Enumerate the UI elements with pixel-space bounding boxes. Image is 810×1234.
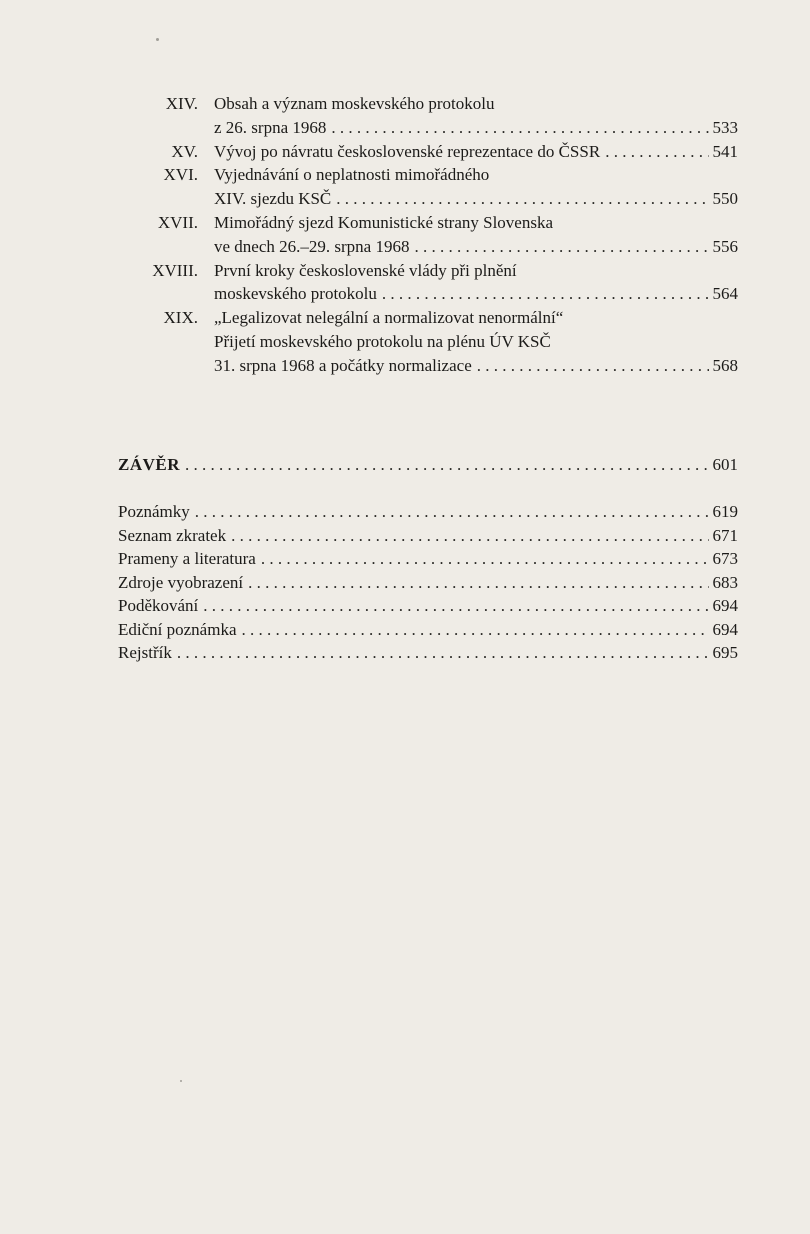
chapter-numeral: XVI. [163,165,198,185]
chapter-title: ve dnech 26.–29. srpna 1968 [214,236,410,256]
appendix-entry-title: Zdroje vyobrazení [118,572,244,592]
dot-leader [185,453,708,477]
dot-leader [382,282,709,306]
conclusion-title: ZÁVĚR [118,455,181,474]
chapter-line [214,235,738,259]
dot-leader [336,187,708,211]
dot-leader [231,524,708,548]
dot-leader [203,594,708,618]
appendix-entry-line [118,571,738,595]
chapter-title: „Legalizovat nelegální a normalizovat nenormální“ [214,308,564,328]
appendix-entry-page-number: 694 [712,619,738,639]
appendix-entry-line [118,524,738,548]
chapter-line [214,211,553,235]
chapter-title: moskevského protokolu [214,284,377,304]
appendix-entry-page-number: 619 [712,502,738,521]
chapter-title: První kroky československé vlády při plnění [214,260,517,280]
dot-leader [242,618,709,642]
chapter-page-number: 568 [712,355,738,375]
appendix-entry-title: Poděkování [118,596,199,615]
chapter-title: Mimořádný sjezd Komunistické strany Slovenska [214,213,554,232]
chapter-line [214,306,563,330]
chapter-line [214,140,738,164]
appendix-entry-title: Poznámky [118,502,190,521]
appendix-entry-page-number: 671 [712,525,738,545]
dot-leader [477,354,709,378]
chapter-title: 31. srpna 1968 a počátky normalizace [214,355,472,375]
chapter-line [214,282,738,306]
chapter-title: Obsah a význam moskevského protokolu [214,94,495,113]
appendix-entry-title: Ediční poznámka [118,619,237,639]
chapter-title: z 26. srpna 1968 [214,117,327,137]
dot-leader [195,500,709,524]
appendix-entry-page-number: 694 [712,596,738,615]
appendix-entry-line [118,641,738,665]
chapter-line [214,187,738,211]
appendix-entry-line [118,547,738,571]
chapter-numeral: XVIII. [152,260,198,280]
chapter-numeral: XVII. [157,213,198,232]
appendix-entry-title: Seznam zkratek [118,525,227,545]
appendix-entry-line [118,500,738,524]
chapter-line [214,330,551,354]
chapter-numeral: XV. [171,141,198,161]
dot-leader [414,235,708,259]
chapter-page-number: 564 [712,284,738,304]
chapter-line [214,163,489,187]
chapter-line [214,354,738,378]
chapter-page-number: 533 [712,117,738,137]
appendix-entry-page-number: 683 [712,572,738,592]
chapter-line [214,116,738,140]
appendix-entry-line [118,594,738,618]
appendix-entry-page-number: 695 [712,643,738,662]
chapter-line [214,92,494,116]
chapter-page-number: 541 [712,141,738,161]
appendix-entry-title: Prameny a literatura [118,549,256,568]
conclusion-line [118,453,738,477]
chapter-page-number: 550 [712,189,738,209]
conclusion-page-number: 601 [712,455,738,474]
chapter-title: Vyjednávání o neplatnosti mimořádného [214,165,490,185]
chapter-title: XIV. sjezdu KSČ [214,189,332,209]
dot-leader [331,116,708,140]
chapter-page-number: 556 [712,236,738,256]
chapter-title: Vývoj po návratu československé reprezentace do ČSSR [214,141,601,161]
chapter-title: Přijetí moskevského protokolu na plénu ÚV KSČ [214,332,551,351]
chapter-numeral: XIV. [165,94,198,113]
dot-leader [261,547,709,571]
appendix-entry-title: Rejstřík [118,643,172,662]
appendix-entry-page-number: 673 [712,549,738,568]
chapter-line [214,259,517,283]
appendix-entry-line [118,618,738,642]
dot-leader [177,641,709,665]
paper-speck [156,38,159,41]
dot-leader [605,140,708,164]
dot-leader [248,571,708,595]
paper-speck [180,1080,182,1082]
chapter-numeral: XIX. [163,308,198,328]
